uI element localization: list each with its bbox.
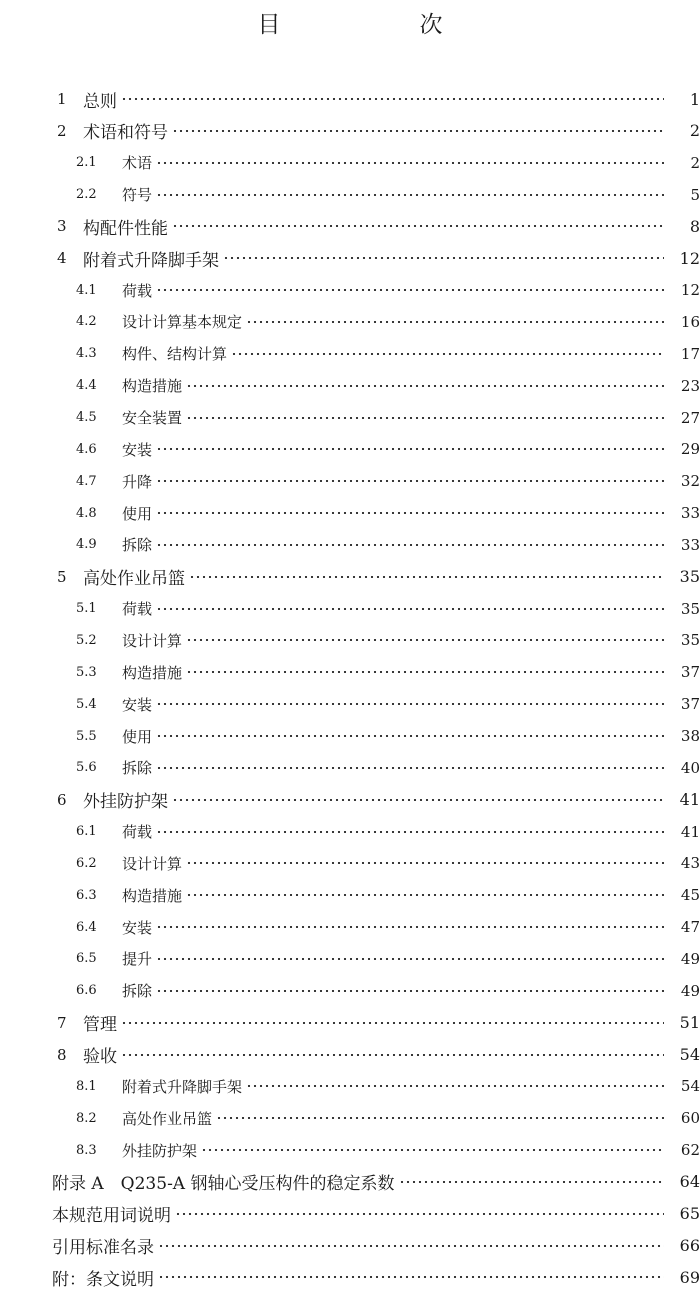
- toc-entry-number: 8: [57, 1045, 67, 1064]
- toc-entry[interactable]: [0, 1199, 700, 1229]
- toc-entry-page: 35: [680, 631, 700, 650]
- toc-entry-label: 术语: [122, 154, 153, 173]
- dot-leader: [156, 448, 664, 450]
- toc-entry-label: 构件、结构计算: [122, 345, 228, 364]
- toc-entry[interactable]: [0, 785, 700, 815]
- toc-entry-number: 5.1: [76, 601, 97, 617]
- dot-leader: [156, 512, 664, 514]
- toc-entry-page: 45: [680, 886, 700, 905]
- toc-entry-label: 荷载: [122, 281, 153, 300]
- dot-leader: [156, 162, 664, 164]
- toc-entry-number: 2.2: [76, 187, 97, 203]
- page-title: 目 次: [257, 12, 501, 38]
- toc-entry-number: 8.3: [76, 1142, 97, 1158]
- toc-entry-page: 43: [680, 854, 700, 873]
- toc-entry-number: 4.4: [76, 378, 97, 394]
- dot-leader: [246, 321, 664, 323]
- toc-entry-number: 4.5: [76, 410, 97, 425]
- toc-entry-label: 构造措施: [122, 886, 183, 905]
- toc-entry-page: 65: [679, 1204, 700, 1224]
- dot-leader: [201, 1149, 664, 1151]
- toc-entry[interactable]: [0, 466, 700, 496]
- toc-entry-number: 4.7: [76, 473, 97, 489]
- dot-leader: [189, 576, 664, 578]
- toc-entry-page: 47: [680, 918, 700, 937]
- toc-entry-label: 附：条文说明: [52, 1269, 154, 1290]
- dot-leader: [216, 1117, 664, 1119]
- toc-entry-page: 38: [680, 727, 700, 745]
- toc-entry[interactable]: [0, 848, 700, 878]
- dot-leader: [121, 1054, 664, 1056]
- dot-leader: [186, 639, 664, 641]
- toc-entry-label: 拆除: [122, 536, 153, 555]
- dot-leader: [231, 353, 664, 355]
- toc-entry[interactable]: [0, 1008, 700, 1038]
- toc-entry-page: 60: [680, 1109, 700, 1128]
- dot-leader: [156, 608, 664, 610]
- dot-leader: [156, 289, 664, 291]
- toc-entry-page: 32: [680, 472, 700, 491]
- toc-entry-label: 安装: [122, 918, 153, 937]
- toc-entry-label: 高处作业吊篮: [83, 569, 185, 590]
- toc-entry[interactable]: [0, 1262, 700, 1292]
- toc-entry[interactable]: [0, 594, 700, 624]
- toc-entry-page: 12: [680, 281, 700, 300]
- toc-entry[interactable]: [0, 498, 700, 528]
- dot-leader: [156, 544, 664, 546]
- toc-entry[interactable]: [0, 1071, 700, 1101]
- dot-leader: [223, 257, 664, 259]
- toc-entry-page: 23: [680, 376, 700, 395]
- dot-leader: [156, 958, 664, 960]
- toc-entry-page: 35: [679, 567, 700, 587]
- toc-entry[interactable]: [0, 880, 700, 910]
- toc-entry[interactable]: [0, 434, 700, 464]
- toc-entry-label: 符号: [122, 186, 153, 205]
- toc-entry[interactable]: [0, 689, 700, 719]
- toc-entry-number: 6.4: [76, 919, 97, 935]
- toc-entry-number: 2: [57, 121, 67, 140]
- toc-entry-number: 6.5: [76, 951, 97, 967]
- toc-entry-number: 1: [57, 90, 67, 108]
- toc-entry-number: 4.1: [76, 282, 97, 298]
- toc-entry[interactable]: [0, 180, 700, 210]
- toc-entry-page: 37: [680, 695, 700, 714]
- toc-entry[interactable]: [0, 912, 700, 942]
- dot-leader: [156, 703, 664, 705]
- toc-entry-number: 5.5: [76, 728, 97, 744]
- toc-entry-label: 安装: [122, 695, 153, 714]
- toc-entry[interactable]: [0, 1103, 700, 1133]
- toc-entry-page: 69: [679, 1267, 700, 1287]
- toc-entry-page: 29: [680, 440, 700, 459]
- toc-entry-number: 5: [57, 567, 67, 586]
- toc-entry[interactable]: [0, 976, 700, 1006]
- toc-entry-page: 40: [680, 758, 700, 777]
- toc-entry-page: 41: [680, 822, 700, 841]
- toc-entry[interactable]: [0, 657, 700, 687]
- dot-leader: [156, 194, 664, 196]
- dot-leader: [172, 130, 664, 132]
- toc-entry[interactable]: [0, 817, 700, 847]
- toc-entry-number: 7: [57, 1013, 67, 1032]
- toc-entry-page: 62: [680, 1141, 700, 1160]
- toc-entry-number: 5.6: [76, 760, 97, 776]
- toc-entry[interactable]: [0, 1135, 700, 1165]
- toc-entry-label: 安全装置: [122, 409, 183, 427]
- toc-entry-label: 构配件性能: [83, 218, 168, 239]
- toc-entry[interactable]: [0, 403, 700, 433]
- toc-entry[interactable]: [0, 625, 700, 655]
- dot-leader: [156, 735, 664, 737]
- toc-entry-label: 本规范用词说明: [52, 1206, 171, 1227]
- toc-entry-page: 54: [680, 1077, 700, 1096]
- toc-entry-label: 附着式升降脚手架: [122, 1077, 243, 1096]
- toc-entry[interactable]: [0, 339, 700, 369]
- toc-entry[interactable]: [0, 1040, 700, 1070]
- dot-leader: [172, 225, 664, 227]
- toc-entry-label: 构造措施: [122, 377, 183, 396]
- toc-entry[interactable]: [0, 530, 700, 560]
- toc-entry-number: 4.2: [76, 314, 97, 330]
- toc-entry-page: 8: [689, 216, 700, 236]
- toc-entry-number: 4.8: [76, 505, 97, 521]
- toc-entry-page: 16: [680, 312, 700, 331]
- toc-entry-page: 1: [689, 89, 700, 109]
- toc-entry[interactable]: [0, 116, 700, 146]
- toc-entry-label: 高处作业吊篮: [122, 1109, 213, 1128]
- dot-leader: [156, 926, 664, 928]
- toc-entry-label: 附着式升降脚手架: [83, 250, 219, 271]
- toc-entry-label: 验收: [83, 1047, 117, 1067]
- dot-leader: [175, 1213, 664, 1215]
- toc-entry[interactable]: [0, 211, 700, 241]
- dot-leader: [121, 1022, 664, 1024]
- toc-entry-number: 6.2: [76, 855, 97, 871]
- toc-entry-label: 升降: [122, 472, 153, 491]
- toc-entry-number: 5.3: [76, 664, 97, 680]
- toc-entry-number: 4.6: [76, 441, 97, 457]
- toc-entry-number: 8.2: [76, 1110, 97, 1126]
- toc-entry-label: 提升: [122, 950, 153, 969]
- dot-leader: [186, 417, 664, 419]
- toc-entry-label: 设计计算: [122, 854, 183, 873]
- toc-entry[interactable]: [0, 371, 700, 401]
- dot-leader: [186, 862, 664, 864]
- toc-entry-page: 12: [679, 248, 700, 268]
- toc-entry-label: 外挂防护架: [83, 792, 168, 813]
- toc-entry-number: 6.3: [76, 887, 97, 903]
- toc-entry-page: 66: [679, 1236, 700, 1256]
- dot-leader: [186, 894, 664, 896]
- toc-entry-number: 2.1: [76, 155, 97, 171]
- dot-leader: [158, 1245, 664, 1247]
- toc-entry-label: 构造措施: [122, 663, 183, 682]
- toc-entry[interactable]: [0, 562, 700, 592]
- toc-entry-label: 管理: [83, 1015, 117, 1036]
- toc-entry-number: 6.1: [76, 824, 97, 840]
- toc-entry-number: 5.2: [76, 632, 97, 648]
- dot-leader: [156, 767, 664, 769]
- toc-entry[interactable]: [0, 84, 700, 114]
- toc-entry-label: 使用: [122, 727, 153, 746]
- dot-leader: [156, 480, 664, 482]
- toc-entry-page: 37: [680, 663, 700, 682]
- toc-entry-label: 拆除: [122, 982, 153, 1001]
- dot-leader: [246, 1085, 664, 1087]
- toc-entry[interactable]: [0, 753, 700, 783]
- toc-entry[interactable]: [0, 307, 700, 337]
- toc-entry[interactable]: [0, 243, 700, 273]
- toc-entry[interactable]: [0, 148, 700, 178]
- toc-entry-page: 27: [680, 408, 700, 427]
- toc-entry-number: 6: [57, 790, 67, 809]
- toc-entry[interactable]: [0, 1231, 700, 1261]
- toc-entry-page: 49: [680, 981, 700, 1000]
- toc-entry[interactable]: [0, 1167, 700, 1197]
- toc-entry-number: 4.9: [76, 537, 97, 553]
- toc-entry-number: 6.6: [76, 983, 97, 999]
- dot-leader: [186, 671, 664, 673]
- toc-entry-page: 54: [679, 1045, 700, 1064]
- toc-entry-page: 49: [680, 949, 700, 968]
- toc-entry-label: 设计计算: [122, 631, 183, 650]
- toc-entry-page: 2: [689, 121, 700, 141]
- toc-entry-page: 17: [680, 344, 700, 363]
- dot-leader: [399, 1181, 665, 1183]
- toc-entry-page: 51: [679, 1013, 700, 1033]
- toc-entry[interactable]: [0, 275, 700, 305]
- toc-entry-page: 41: [679, 790, 700, 810]
- toc-entry-label: 使用: [122, 504, 153, 523]
- toc-entry-number: 5.4: [76, 696, 97, 712]
- toc-entry-label: 外挂防护架: [122, 1141, 198, 1160]
- toc-entry-label: 附录 A Q235-A 钢轴心受压构件的稳定系数: [52, 1174, 395, 1195]
- toc-entry-number: 3: [57, 217, 67, 236]
- toc-entry-page: 35: [680, 599, 700, 618]
- toc-entry-number: 4.3: [76, 346, 97, 362]
- toc-entry-number: 8.1: [76, 1078, 97, 1094]
- toc-entry-page: 33: [680, 504, 700, 523]
- toc-entry[interactable]: [0, 721, 700, 751]
- toc-entry-label: 荷载: [122, 600, 153, 619]
- toc-entry[interactable]: [0, 944, 700, 974]
- dot-leader: [158, 1276, 664, 1278]
- toc-entry-label: 拆除: [122, 759, 153, 778]
- dot-leader: [121, 98, 664, 100]
- toc-entry-label: 安装: [122, 440, 153, 459]
- toc-entry-number: 4: [57, 249, 67, 268]
- toc-entry-label: 引用标准名录: [52, 1238, 154, 1259]
- toc-entry-page: 5: [690, 185, 700, 204]
- dot-leader: [156, 831, 664, 833]
- toc-entry-label: 术语和符号: [83, 123, 168, 144]
- toc-entry-page: 64: [679, 1172, 700, 1192]
- toc-entry-label: 总则: [83, 91, 117, 112]
- toc-entry-page: 2: [690, 153, 700, 172]
- dot-leader: [186, 385, 664, 387]
- dot-leader: [172, 799, 664, 801]
- dot-leader: [156, 990, 664, 992]
- toc-entry-label: 荷载: [122, 823, 153, 842]
- toc-entry-label: 设计计算基本规定: [122, 313, 243, 332]
- toc-entry-page: 33: [680, 535, 700, 554]
